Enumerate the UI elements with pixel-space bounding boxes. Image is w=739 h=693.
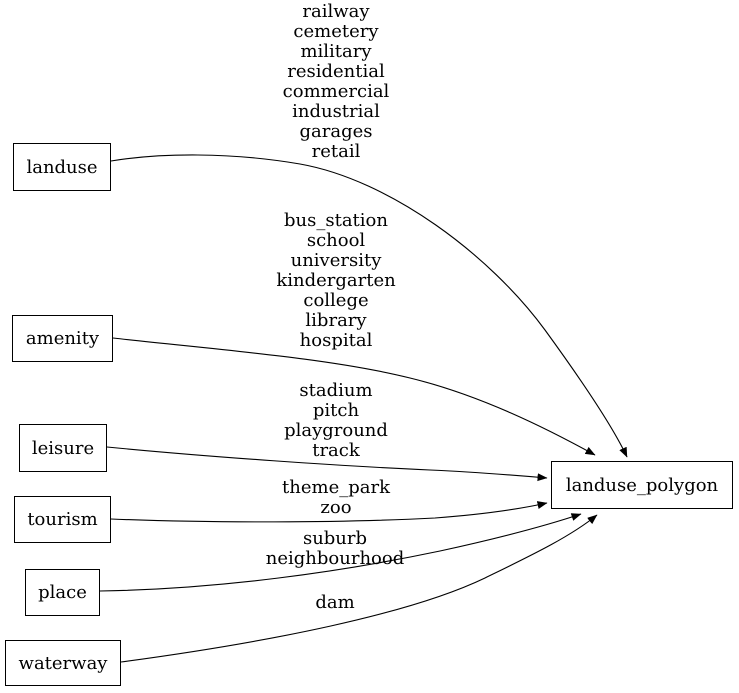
node-label: tourism: [27, 509, 98, 530]
edge-label-line: retail: [311, 141, 361, 162]
edge-label-line: industrial: [292, 101, 380, 122]
edge-label-line: pitch: [312, 400, 360, 421]
edge-label-line: commercial: [282, 81, 390, 102]
node-landuse_polygon: [551, 461, 733, 509]
edge-label-amenity: [276, 211, 395, 351]
node-label: landuse: [26, 156, 98, 178]
edge-label-line: garages: [299, 121, 373, 142]
edge-label-landuse: [283, 2, 390, 162]
edge-label-line: theme_park: [282, 477, 390, 498]
edge-label-line: kindergarten: [276, 270, 396, 291]
edge-label-line: cemetery: [293, 21, 379, 42]
node-tourism: [14, 496, 111, 543]
edge-label-leisure: [284, 381, 388, 461]
node-leisure: [19, 424, 107, 472]
edge-label-line: playground: [284, 420, 388, 441]
edge-label-line: school: [306, 230, 366, 251]
edge-label-line: dam: [315, 592, 355, 613]
node-label: amenity: [25, 328, 100, 349]
edge-label-line: railway: [302, 1, 370, 22]
edge-label-place: [266, 529, 404, 569]
node-waterway: [5, 640, 121, 686]
edge-label-line: university: [290, 250, 382, 271]
node-label: waterway: [18, 652, 108, 674]
edge-label-line: suburb: [302, 528, 368, 549]
node-label: place: [38, 582, 87, 603]
node-amenity: [12, 315, 113, 362]
node-label: leisure: [31, 437, 95, 459]
edge-label-line: residential: [287, 61, 385, 82]
edge-label-line: bus_station: [284, 210, 388, 231]
edge-label-line: zoo: [320, 497, 352, 518]
edge-label-line: neighbourhood: [265, 548, 405, 569]
edge-label-line: college: [303, 290, 369, 311]
node-landuse: [13, 143, 111, 191]
edge-label-line: hospital: [299, 330, 373, 351]
edge-label-waterway: [315, 593, 354, 613]
node-place: [25, 569, 100, 616]
edge-label-line: library: [305, 310, 367, 331]
edge-label-line: military: [300, 41, 372, 62]
edge-label-line: track: [312, 440, 360, 461]
edge-label-line: stadium: [299, 380, 373, 401]
node-label: landuse_polygon: [565, 474, 719, 496]
edge-label-tourism: [282, 478, 390, 518]
